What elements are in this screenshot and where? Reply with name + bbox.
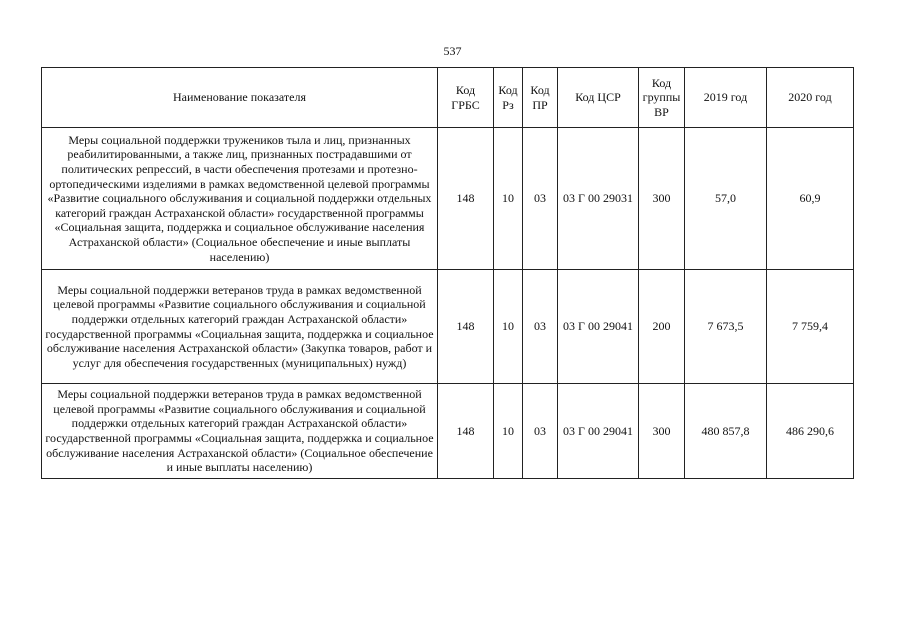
- col-header-grbs: [438, 68, 494, 128]
- row-amount-2019: 7 673,5: [685, 270, 767, 384]
- row-grbs: 148: [438, 270, 494, 384]
- row-grbs: 148: [438, 128, 494, 270]
- row-amount-2020: 7 759,4: [767, 270, 854, 384]
- row-amount-2020: 486 290,6: [767, 384, 854, 479]
- table-row: [42, 270, 854, 384]
- col-header-vr: [639, 68, 685, 128]
- col-header-pr-line1: Код: [530, 82, 550, 97]
- col-header-vr-line3: ВР: [654, 104, 669, 119]
- row-pr: 03: [523, 128, 558, 270]
- row-rz: 10: [494, 128, 523, 270]
- row-name: Меры социальной поддержки ветеранов труда в рамках ведомственной целевой программы «Развитие социального обслуживания и социальной поддержки отдельных категорий граждан Астраханской области» государственной программы «Социальная защита, поддержка и социальное обслуживание населения Астраханской области» (Закупка товаров, работ и услуг для обеспечения государственных (муниципальных) нужд): [42, 270, 438, 384]
- col-header-csr: Код ЦСР: [558, 68, 639, 128]
- col-header-grbs-line1: Код: [455, 82, 476, 97]
- row-csr: 03 Г 00 29041: [558, 270, 639, 384]
- col-header-vr-line1: Код: [651, 75, 672, 90]
- col-header-name: Наименование показателя: [42, 68, 438, 128]
- table-row: [42, 384, 854, 479]
- row-grbs: 148: [438, 384, 494, 479]
- row-amount-2020: 60,9: [767, 128, 854, 270]
- col-header-rz-line1: Код: [498, 82, 518, 97]
- col-header-vr-line2: группы: [642, 90, 681, 105]
- row-pr: 03: [523, 384, 558, 479]
- row-rz: 10: [494, 384, 523, 479]
- row-name: Меры социальной поддержки тружеников тыла и лиц, признанных реабилитированными, а также лиц, признанных пострадавшими от политических репрессий, в части обеспечения протезами и протезно-ортопедическими изделиями в рамках ведомственной целевой программы «Развитие социального обслуживания и социальной поддержки отдельных категорий граждан Астраханской области» государственной программы «Социальная защита, поддержка и социальное обслуживание населения Астраханской области» (Социальное обеспечение и иные выплаты населению): [42, 128, 438, 270]
- budget-table: [41, 67, 854, 479]
- header-row: [42, 68, 854, 128]
- row-vr: 300: [639, 128, 685, 270]
- col-header-grbs-line2: ГРБС: [451, 97, 480, 112]
- row-csr: 03 Г 00 29041: [558, 384, 639, 479]
- col-header-pr: [523, 68, 558, 128]
- row-vr: 300: [639, 384, 685, 479]
- col-header-pr-line2: ПР: [532, 97, 548, 112]
- col-header-2019: 2019 год: [685, 68, 767, 128]
- row-vr: 200: [639, 270, 685, 384]
- row-amount-2019: 57,0: [685, 128, 767, 270]
- col-header-rz: [494, 68, 523, 128]
- table-row: [42, 128, 854, 270]
- row-name: Меры социальной поддержки ветеранов труда в рамках ведомственной целевой программы «Развитие социального обслуживания и социальной поддержки отдельных категорий граждан Астраханской области» государственной программы «Социальная защита, поддержка и социальное обслуживание населения Астраханской области» (Социальное обеспечение и иные выплаты населению): [42, 384, 438, 479]
- page-number: 537: [443, 44, 462, 58]
- col-header-rz-line2: Рз: [502, 97, 514, 112]
- row-pr: 03: [523, 270, 558, 384]
- row-amount-2019: 480 857,8: [685, 384, 767, 479]
- col-header-2020: 2020 год: [767, 68, 854, 128]
- row-rz: 10: [494, 270, 523, 384]
- row-csr: 03 Г 00 29031: [558, 128, 639, 270]
